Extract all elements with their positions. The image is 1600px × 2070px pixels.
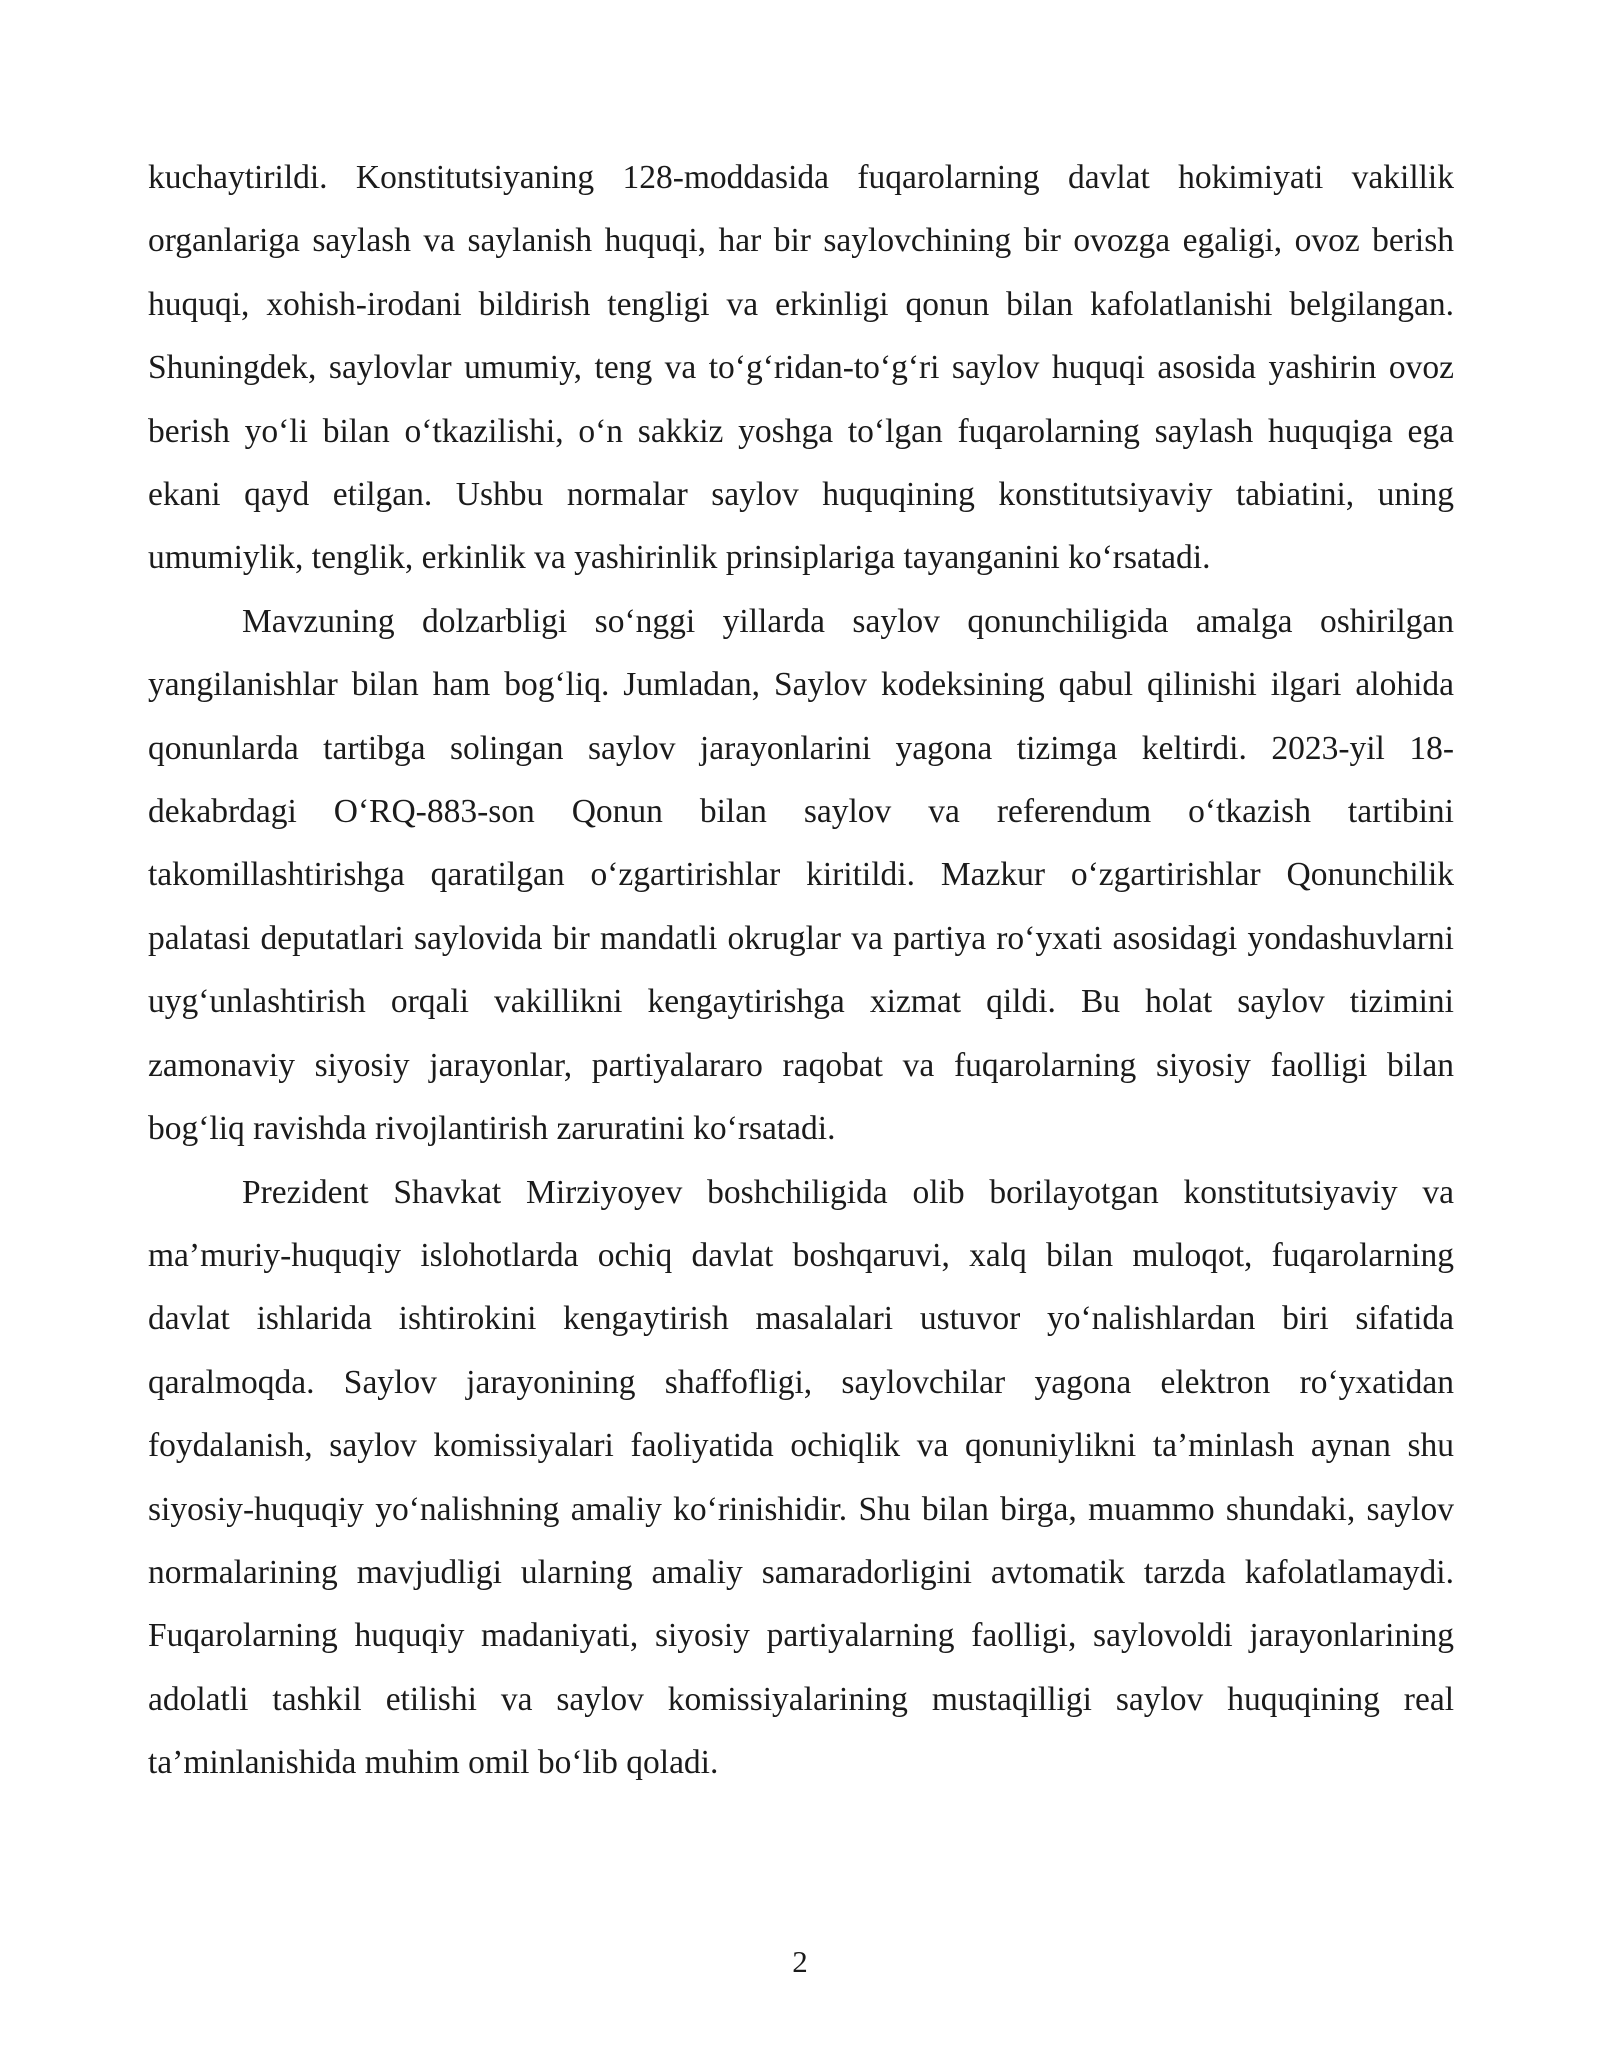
paragraph-continuation: kuchaytirildi. Konstitutsiyaning 128-moddasida fuqarolarning davlat hokimiyati vakillik organlariga saylash va saylanish huquqi, har bir saylovchining bir ovozga egaligi, ovoz berish huquqi, xohish-irodani bildirish tengligi va erkinligi qonun bilan kafolatlanishi belgilangan. Shuningdek, saylovlar umumiy, teng va to‘g‘ridan-to‘g‘ri saylov huquqi asosida yashirin ovoz berish yo‘li bilan o‘tkazilishi, o‘n sakkiz yoshga to‘lgan fuqarolarning saylash huquqiga ega ekani qayd etilgan. Ushbu normalar saylov huquqining konstitutsiyaviy tabiatini, uning umumiylik, tenglik, erkinlik va yashirinlik prinsiplariga tayanganini ko‘rsatadi. <box>148 159 1454 577</box>
paragraph-reforms: Prezident Shavkat Mirziyoyev boshchiligida olib borilayotgan konstitutsiyaviy va ma’muriy-huquqiy islohotlarda ochiq davlat boshqaruvi, xalq bilan muloqot, fuqarolarning davlat ishlarida ishtirokini kengaytirish masalalari ustuvor yo‘nalishlardan biri sifatida qaralmoqda. Saylov jarayonining shaffofligi, saylovchilar yagona elektron ro‘yxatidan foydalanish, saylov komissiyalari faoliyatida ochiqlik va qonuniylikni ta’minlash aynan shu siyosiy-huquqiy yo‘nalishning amaliy ko‘rinishidir. Shu bilan birga, muammo shundaki, saylov normalarining mavjudligi ularning amaliy samaradorligini avtomatik tarzda kafolatlamaydi. Fuqarolarning huquqiy madaniyati, siyosiy partiyalarning faolligi, saylovoldi jarayonlarining adolatli tashkil etilishi va saylov komissiyalarining mustaqilligi saylov huquqining real ta’minlanishida muhim omil bo‘lib qoladi. <box>148 1173 1454 1782</box>
paragraph-relevance: Mavzuning dolzarbligi so‘nggi yillarda saylov qonunchiligida amalga oshirilgan yangilanishlar bilan ham bog‘liq. Jumladan, Saylov kodeksining qabul qilinishi ilgari alohida qonunlarda tartibga solingan saylov jarayonlarini yagona tizimga keltirdi. 2023-yil 18-dekabrdagi O‘RQ-883-son Qonun bilan saylov va referendum o‘tkazish tartibini takomillashtirishga qaratilgan o‘zgartirishlar kiritildi. Mazkur o‘zgartirishlar Qonunchilik palatasi deputatlari saylovida bir mandatli okruglar va partiya ro‘yxati asosidagi yondashuvlarni uyg‘unlashtirish orqali vakillikni kengaytirishga xizmat qildi. Bu holat saylov tizimini zamonaviy siyosiy jarayonlar, partiyalararo raqobat va fuqarolarning siyosiy faolligi bilan bog‘liq ravishda rivojlantirish zaruratini ko‘rsatadi. <box>148 602 1454 1148</box>
page-number: 2 <box>792 1944 808 1979</box>
body-text <box>148 146 1454 1795</box>
